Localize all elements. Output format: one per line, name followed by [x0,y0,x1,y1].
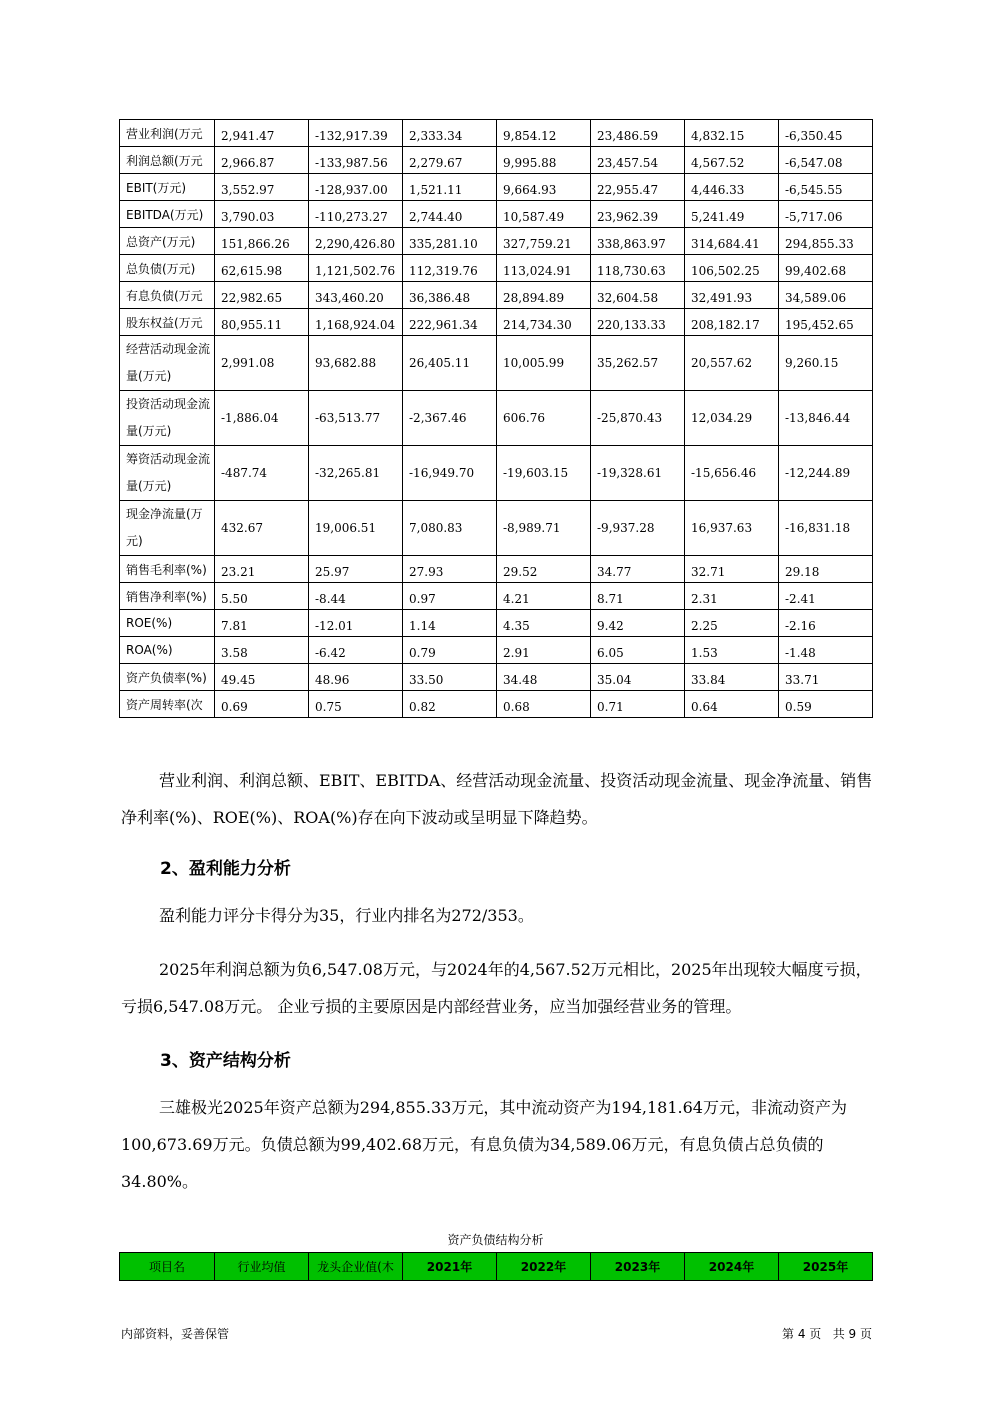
table-cell: 8.71 [591,583,685,610]
balance-structure-table [119,1252,873,1281]
asset-structure-text: 三雄极光2025年资产总额为294,855.33万元，其中流动资产为194,181.64万元，非流动资产为100,673.69万元。负债总额为99,402.68万元，有息负债为34,589.06万元，有息负债占总负债的34.80%。 [121,1098,847,1191]
table-cell: -6.42 [309,637,403,664]
table-cell: -8.44 [309,583,403,610]
table-cell: 338,863.97 [591,228,685,255]
row-label: EBIT(万元) [120,174,215,201]
table-row [120,228,873,255]
table-row [120,556,873,583]
table-cell: 9,995.88 [497,147,591,174]
table-cell: -2.41 [779,583,873,610]
row-label: 销售毛利率(%) [120,556,215,583]
table-cell: -5,717.06 [779,201,873,228]
section-heading-asset-structure: 3、资产结构分析 [160,1051,291,1071]
row-label: 投资活动现金流量(万元) [120,391,215,446]
table-cell: 195,452.65 [779,309,873,336]
table-cell: 9,854.12 [497,120,591,147]
table-cell: 35.04 [591,664,685,691]
table-cell: 22,982.65 [215,282,309,309]
table-cell: 25.97 [309,556,403,583]
table-row [120,336,873,391]
table-cell: -487.74 [215,446,309,501]
table-row [120,610,873,637]
table-cell: 7.81 [215,610,309,637]
table-cell: 36,386.48 [403,282,497,309]
table-cell: 99,402.68 [779,255,873,282]
table-cell: 34.48 [497,664,591,691]
table-cell: 151,866.26 [215,228,309,255]
row-label: 总负债(万元) [120,255,215,282]
table-cell: 62,615.98 [215,255,309,282]
column-header: 2023年 [591,1253,685,1281]
table-cell: -25,870.43 [591,391,685,446]
table-cell: 1,121,502.76 [309,255,403,282]
column-header: 行业均值 [215,1253,309,1281]
table-cell: 16,937.63 [685,501,779,556]
table-cell: 10,587.49 [497,201,591,228]
table-cell: 1,168,924.04 [309,309,403,336]
table-cell: -16,831.18 [779,501,873,556]
table-row [120,147,873,174]
table-row [120,691,873,718]
table-cell: 1,521.11 [403,174,497,201]
row-label: 总资产(万元) [120,228,215,255]
table-cell: 23,962.39 [591,201,685,228]
table-row [120,309,873,336]
table-cell: -133,987.56 [309,147,403,174]
table-cell: 2.91 [497,637,591,664]
table-cell: 9.42 [591,610,685,637]
table-row [120,201,873,228]
table-cell: 4.35 [497,610,591,637]
financial-indicator-table [119,119,873,718]
table-cell: 432.67 [215,501,309,556]
table-cell: 0.75 [309,691,403,718]
table-cell: 0.69 [215,691,309,718]
row-label: 现金净流量(万元) [120,501,215,556]
table-cell: 112,319.76 [403,255,497,282]
profitability-score-text: 盈利能力评分卡得分为35，行业内排名为272/353。 [159,906,534,925]
table-cell: 28,894.89 [497,282,591,309]
table-cell: 5.50 [215,583,309,610]
table-cell: -2.16 [779,610,873,637]
table-cell: 49.45 [215,664,309,691]
table-cell: 2,744.40 [403,201,497,228]
table-cell: 20,557.62 [685,336,779,391]
table-cell: -15,656.46 [685,446,779,501]
table-cell: 32,604.58 [591,282,685,309]
table-cell: 3.58 [215,637,309,664]
table-cell: -6,350.45 [779,120,873,147]
table-cell: 2,333.34 [403,120,497,147]
table-cell: 1.53 [685,637,779,664]
table-cell: 26,405.11 [403,336,497,391]
table-cell: -16,949.70 [403,446,497,501]
table-cell: 32,491.93 [685,282,779,309]
table-cell: 6.05 [591,637,685,664]
table-cell: -110,273.27 [309,201,403,228]
column-header: 龙头企业值(木 [309,1253,403,1281]
balance-table-caption: 资产负债结构分析 [447,1233,544,1247]
row-label: 营业利润(万元 [120,120,215,147]
table-cell: 34,589.06 [779,282,873,309]
row-label: ROE(%) [120,610,215,637]
row-label: EBITDA(万元) [120,201,215,228]
table-cell: 23.21 [215,556,309,583]
table-cell: 335,281.10 [403,228,497,255]
table-cell: 294,855.33 [779,228,873,255]
table-row [120,120,873,147]
table-cell: -1.48 [779,637,873,664]
footer-page-number: 第 4 页 共 9 页 [782,1327,872,1341]
table-cell: -2,367.46 [403,391,497,446]
table-cell: 9,260.15 [779,336,873,391]
table-cell: -9,937.28 [591,501,685,556]
table-cell: 2,941.47 [215,120,309,147]
row-label: 筹资活动现金流量(万元) [120,446,215,501]
table-row [120,174,873,201]
table-cell: 9,664.93 [497,174,591,201]
table-cell: 606.76 [497,391,591,446]
table-cell: -19,328.61 [591,446,685,501]
table-cell: 7,080.83 [403,501,497,556]
table-cell: 48.96 [309,664,403,691]
table-cell: 2,991.08 [215,336,309,391]
table-cell: 27.93 [403,556,497,583]
column-header: 2021年 [403,1253,497,1281]
table-cell: 32.71 [685,556,779,583]
table-cell: 222,961.34 [403,309,497,336]
table-cell: -6,545.55 [779,174,873,201]
table-cell: 208,182.17 [685,309,779,336]
table-cell: -128,937.00 [309,174,403,201]
table-cell: 2,290,426.80 [309,228,403,255]
table-cell: 118,730.63 [591,255,685,282]
table-cell: 220,133.33 [591,309,685,336]
table-cell: 23,457.54 [591,147,685,174]
table-cell: 0.82 [403,691,497,718]
section-heading-profitability: 2、盈利能力分析 [160,859,291,879]
trend-summary: 营业利润、利润总额、EBIT、EBITDA、经营活动现金流量、投资活动现金流量、现金净流量、销售净利率(%)、ROE(%)、ROA(%)存在向下波动或呈明显下降趋势。 [121,771,873,827]
table-cell: 2.31 [685,583,779,610]
table-row [120,391,873,446]
table-cell: 314,684.41 [685,228,779,255]
table-row [120,446,873,501]
table-cell: 33.50 [403,664,497,691]
table-row [120,255,873,282]
table-row [120,637,873,664]
table-cell: 34.77 [591,556,685,583]
table-cell: 214,734.30 [497,309,591,336]
column-header: 2024年 [685,1253,779,1281]
table-cell: 35,262.57 [591,336,685,391]
row-label: ROA(%) [120,637,215,664]
table-cell: 0.68 [497,691,591,718]
table-cell: 2,966.87 [215,147,309,174]
table-cell: -8,989.71 [497,501,591,556]
table-cell: 2.25 [685,610,779,637]
table-cell: 327,759.21 [497,228,591,255]
table-cell: 3,552.97 [215,174,309,201]
row-label: 利润总额(万元 [120,147,215,174]
table-cell: -1,886.04 [215,391,309,446]
table-cell: 4,832.15 [685,120,779,147]
table-cell: 0.97 [403,583,497,610]
table-row [120,501,873,556]
table-cell: 12,034.29 [685,391,779,446]
table-cell: 5,241.49 [685,201,779,228]
table-cell: 4,446.33 [685,174,779,201]
table-cell: 0.64 [685,691,779,718]
row-label: 有息负债(万元 [120,282,215,309]
table-cell: 4.21 [497,583,591,610]
table-row [120,282,873,309]
table-cell: 2,279.67 [403,147,497,174]
table-cell: 29.52 [497,556,591,583]
table-cell: -12.01 [309,610,403,637]
table-cell: -12,244.89 [779,446,873,501]
table-cell: 19,006.51 [309,501,403,556]
row-label: 资产周转率(次 [120,691,215,718]
row-label: 销售净利率(%) [120,583,215,610]
table-cell: -6,547.08 [779,147,873,174]
table-row [120,583,873,610]
column-header: 2025年 [779,1253,873,1281]
table-cell: 0.59 [779,691,873,718]
table-cell: 343,460.20 [309,282,403,309]
column-header: 2022年 [497,1253,591,1281]
table-cell: 0.79 [403,637,497,664]
table-cell: 4,567.52 [685,147,779,174]
table-cell: 3,790.03 [215,201,309,228]
table-cell: 29.18 [779,556,873,583]
table-cell: -63,513.77 [309,391,403,446]
table-cell: 106,502.25 [685,255,779,282]
table-cell: 0.71 [591,691,685,718]
table-cell: -19,603.15 [497,446,591,501]
table-cell: 93,682.88 [309,336,403,391]
table-cell: 23,486.59 [591,120,685,147]
row-label: 资产负债率(%) [120,664,215,691]
table-row [120,664,873,691]
table-cell: 22,955.47 [591,174,685,201]
table-cell: 113,024.91 [497,255,591,282]
row-label: 股东权益(万元 [120,309,215,336]
column-header: 项目名 [120,1253,215,1281]
profit-loss-text: 2025年利润总额为负6,547.08万元，与2024年的4,567.52万元相比，2025年出现较大幅度亏损，亏损6,547.08万元。 企业亏损的主要原因是内部经营业务，应当加强经营业务的管理。 [121,960,872,1016]
table-cell: -132,917.39 [309,120,403,147]
table-cell: 80,955.11 [215,309,309,336]
table-cell: 33.84 [685,664,779,691]
table-cell: 1.14 [403,610,497,637]
table-cell: 10,005.99 [497,336,591,391]
table-cell: -32,265.81 [309,446,403,501]
table-cell: 33.71 [779,664,873,691]
table-cell: -13,846.44 [779,391,873,446]
footer-confidential: 内部资料，妥善保管 [121,1327,230,1341]
row-label: 经营活动现金流量(万元) [120,336,215,391]
